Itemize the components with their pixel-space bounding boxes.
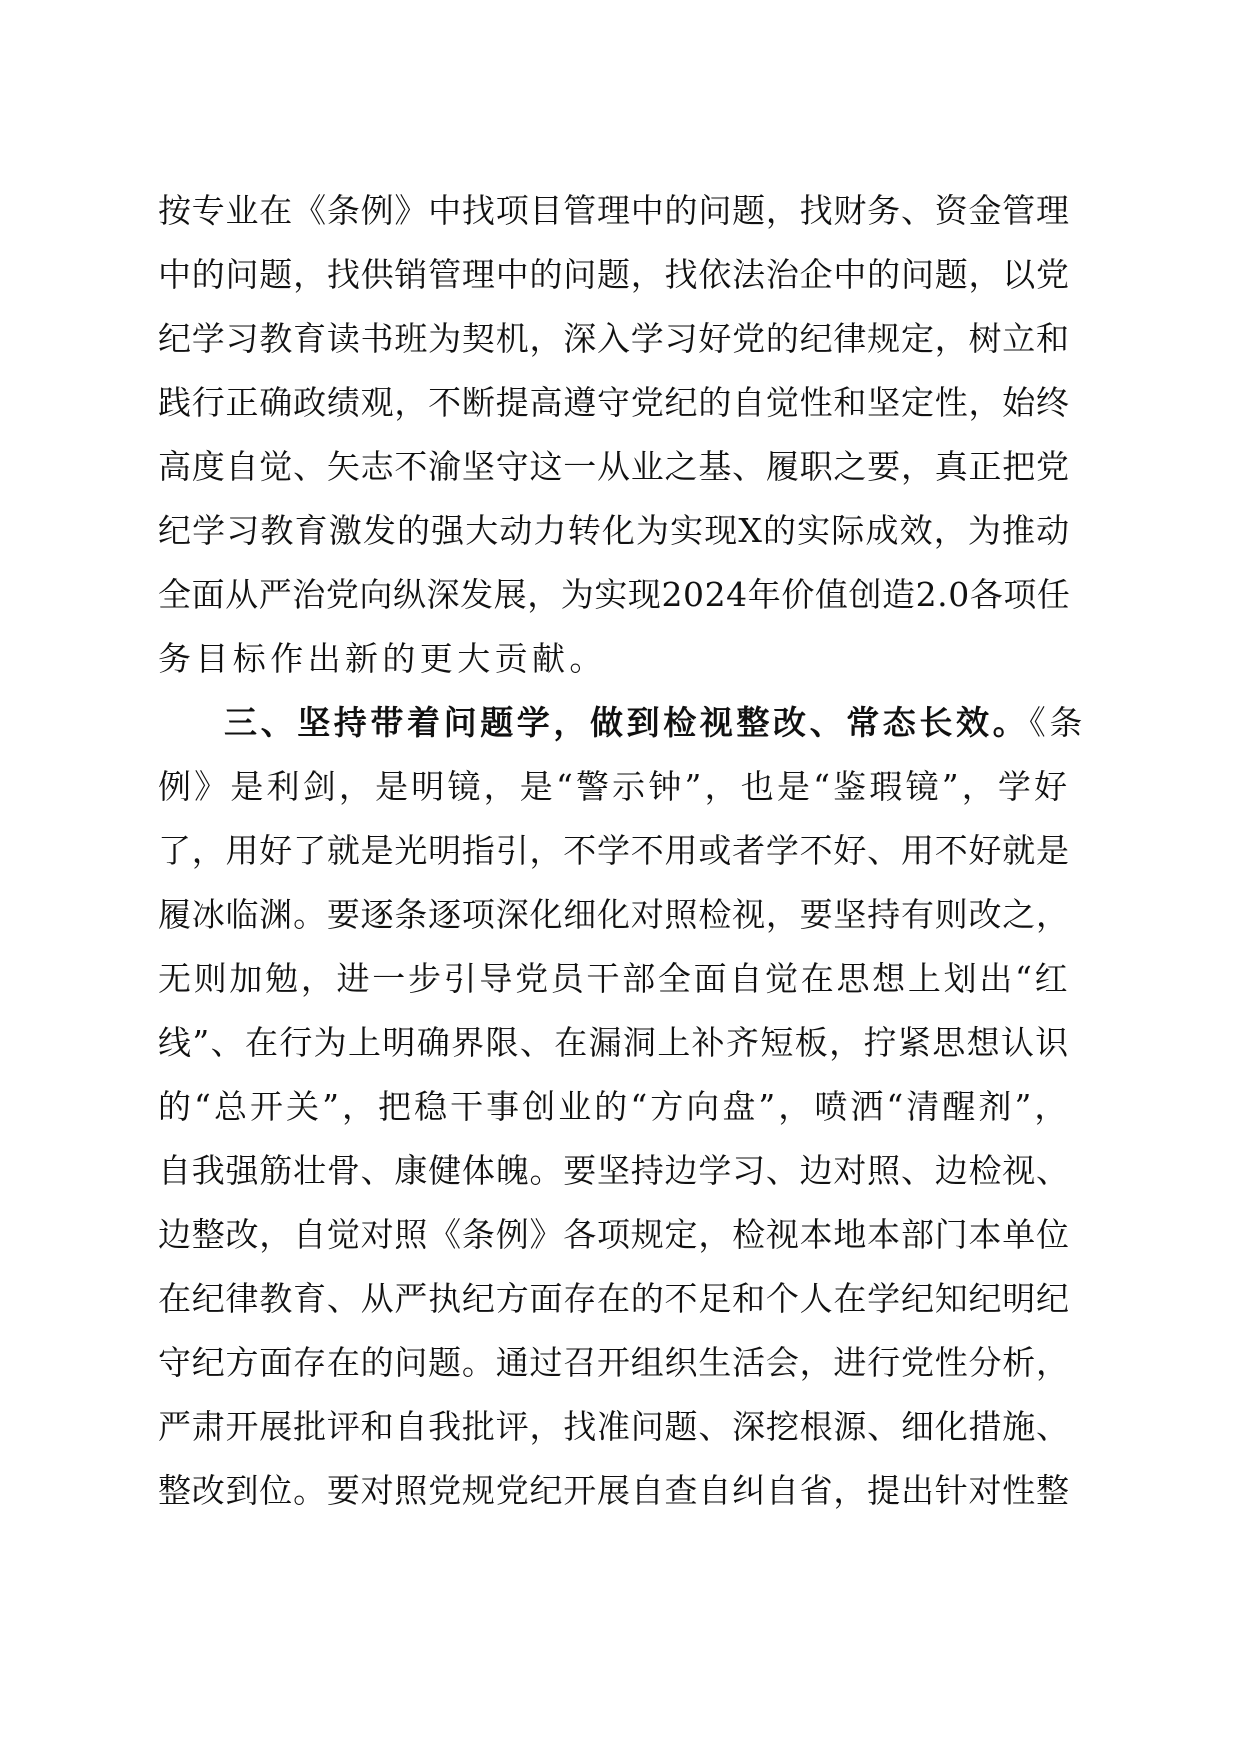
paragraph-2-first-line bbox=[158, 691, 1086, 755]
paragraph-1-line: 务目标作出新的更大贡献。 bbox=[158, 639, 607, 678]
paragraph-2-line: 严肃开展批评和自我批评，找准问题、深挖根源、细化措施、 bbox=[158, 1407, 1070, 1446]
paragraph-2-line: 守纪方面存在的问题。通过召开组织生活会，进行党性分析， bbox=[158, 1343, 1070, 1382]
paragraph-1-line: 按专业在《条例》中找项目管理中的问题，找财务、资金管理 bbox=[158, 191, 1070, 230]
paragraph-1-line: 全面从严治党向纵深发展，为实现2024年价值创造2.0各项任 bbox=[158, 575, 1071, 614]
paragraph-1-line: 践行正确政绩观，不断提高遵守党纪的自觉性和坚定性，始终 bbox=[158, 383, 1070, 422]
paragraph-2-line: 了，用好了就是光明指引，不学不用或者学不好、用不好就是 bbox=[158, 831, 1070, 870]
section-heading: 三、坚持带着问题学，做到检视整改、常态长效。 bbox=[224, 703, 1030, 742]
paragraph-2-line: 自我强筋壮骨、康健体魄。要坚持边学习、边对照、边检视、 bbox=[158, 1151, 1070, 1190]
paragraph-2-line: 履冰临渊。要逐条逐项深化细化对照检视，要坚持有则改之， bbox=[158, 895, 1070, 934]
paragraph-2-line: 边整改，自觉对照《条例》各项规定，检视本地本部门本单位 bbox=[158, 1215, 1070, 1254]
paragraph-1-line: 纪学习教育激发的强大动力转化为实现X的实际成效，为推动 bbox=[158, 511, 1071, 550]
paragraph-2-line: 例》是利剑，是明镜，是“警示钟”，也是“鉴瑕镜”，学好 bbox=[158, 767, 1071, 806]
paragraph-2-line: 在纪律教育、从严执纪方面存在的不足和个人在学纪知纪明纪 bbox=[158, 1279, 1070, 1318]
paragraph-1-line: 高度自觉、矢志不渝坚守这一从业之基、履职之要，真正把党 bbox=[158, 447, 1070, 486]
paragraph-1-line: 中的问题，找供销管理中的问题，找依法治企中的问题，以党 bbox=[158, 255, 1070, 294]
paragraph-1-line: 纪学习教育读书班为契机，深入学习好党的纪律规定，树立和 bbox=[158, 319, 1070, 358]
paragraph-2-line: 无则加勉，进一步引导党员干部全面自觉在思想上划出“红 bbox=[158, 959, 1071, 998]
paragraph-2-line: 的“总开关”，把稳干事创业的“方向盘”，喷洒“清醒剂”， bbox=[158, 1087, 1071, 1126]
section-heading-continuation: 《条 bbox=[1029, 703, 1087, 742]
paragraph-2-line: 整改到位。要对照党规党纪开展自查自纠自省，提出针对性整 bbox=[158, 1471, 1070, 1510]
paragraph-2-line: 线”、在行为上明确界限、在漏洞上补齐短板，拧紧思想认识 bbox=[158, 1023, 1070, 1062]
